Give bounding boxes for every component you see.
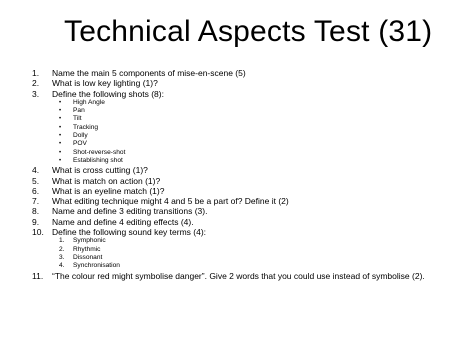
page-title: Technical Aspects Test (31) xyxy=(64,15,433,48)
question-number: 11. xyxy=(32,270,44,281)
question-text: What is an eyeline match (1)? xyxy=(52,185,165,196)
list-item xyxy=(32,107,438,115)
list-item xyxy=(32,115,438,123)
shot-label: Shot-reverse-shot xyxy=(73,148,126,156)
question-number: 5. xyxy=(32,175,40,186)
question-item xyxy=(32,186,438,196)
list-item xyxy=(32,254,438,262)
question-item xyxy=(32,68,438,78)
bullet-icon xyxy=(59,132,73,140)
list-item xyxy=(32,157,438,165)
item-number: 4. xyxy=(59,262,65,270)
shot-label: High Angle xyxy=(73,98,105,106)
question-number: 2. xyxy=(32,78,40,89)
question-text: Define the following shots (8): xyxy=(52,88,164,99)
question-text: Name and define 3 editing transitions (3). xyxy=(52,206,208,217)
question-text: What is low key lighting (1)? xyxy=(52,78,158,89)
bullet-icon xyxy=(59,124,73,132)
question-number: 6. xyxy=(32,185,40,196)
shot-label: Pan xyxy=(73,107,85,115)
list-item xyxy=(32,237,438,245)
question-text: Name the main 5 components of mise-en-scene (5) xyxy=(52,68,246,78)
question-item xyxy=(32,165,438,175)
item-number: 1. xyxy=(59,237,65,245)
question-list xyxy=(32,68,438,281)
list-item xyxy=(32,246,438,254)
item-number: 3. xyxy=(59,253,65,261)
question-text: What is match on action (1)? xyxy=(52,175,161,186)
question-item xyxy=(32,78,438,88)
sound-term: Dissonant xyxy=(73,253,103,261)
question-item xyxy=(32,206,438,216)
question-text: What editing technique might 4 and 5 be a part of? Define it (2) xyxy=(52,196,289,207)
question-item xyxy=(32,227,438,237)
bullet-icon xyxy=(59,140,73,148)
list-item xyxy=(32,124,438,132)
shot-label: Establishing shot xyxy=(73,156,123,164)
question-item xyxy=(32,271,438,281)
shot-label: POV xyxy=(73,140,87,148)
sound-term: Symphonic xyxy=(73,237,106,245)
question-text: What is cross cutting (1)? xyxy=(52,165,148,176)
question-number: 10. xyxy=(32,227,44,238)
sound-terms-list xyxy=(32,237,438,270)
question-item xyxy=(32,89,438,99)
question-number: 8. xyxy=(32,206,40,217)
question-text: Name and define 4 editing effects (4). xyxy=(52,216,194,227)
question-number: 7. xyxy=(32,196,40,207)
bullet-icon xyxy=(59,149,73,157)
question-number: 4. xyxy=(32,165,40,176)
question-text: Define the following sound key terms (4): xyxy=(52,227,207,238)
list-item xyxy=(32,99,438,107)
question-item xyxy=(32,176,438,186)
question-number: 3. xyxy=(32,88,40,99)
shot-label: Dolly xyxy=(73,132,88,140)
list-item xyxy=(32,140,438,148)
sound-term: Synchronisation xyxy=(73,262,120,270)
shot-label: Tracking xyxy=(73,123,99,131)
question-number: 1. xyxy=(32,68,40,78)
shots-list xyxy=(32,99,438,165)
shot-label: Tilt xyxy=(73,115,82,123)
bullet-icon xyxy=(59,107,73,115)
bullet-icon xyxy=(59,99,73,107)
list-item xyxy=(32,149,438,157)
question-number: 9. xyxy=(32,216,40,227)
question-item xyxy=(32,196,438,206)
question-text: “The colour red might symbolise danger”. Give 2 words that you could use instead of symbolise (2). xyxy=(52,270,425,281)
sound-term: Rhythmic xyxy=(73,245,101,253)
bullet-icon xyxy=(59,157,73,165)
question-item xyxy=(32,217,438,227)
list-item xyxy=(32,132,438,140)
bullet-icon xyxy=(59,115,73,123)
item-number: 2. xyxy=(59,245,65,253)
list-item xyxy=(32,262,438,270)
